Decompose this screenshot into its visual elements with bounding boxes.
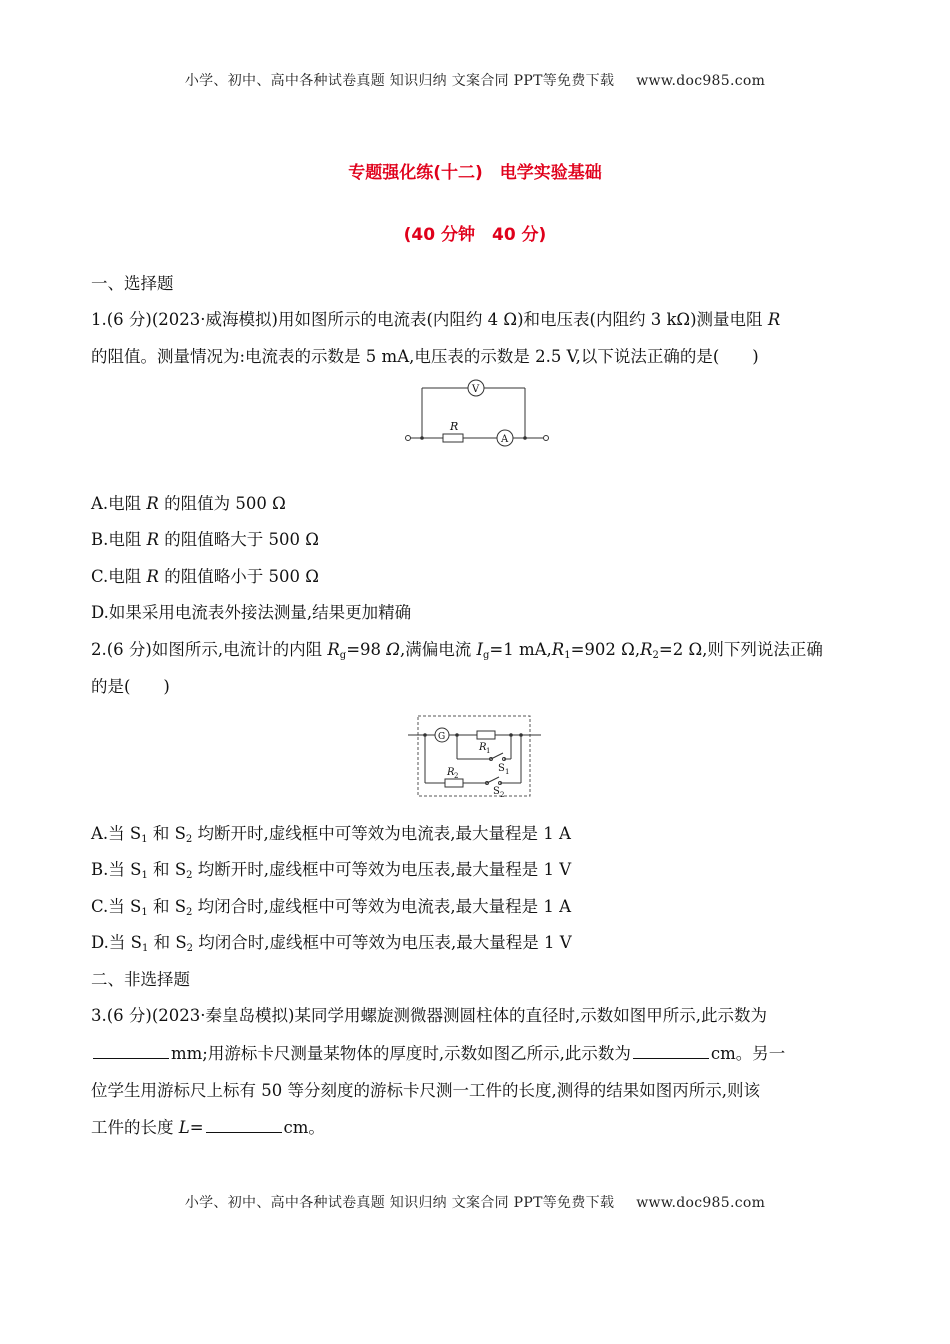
resistor-r1 [477, 731, 495, 739]
resistor-r [443, 434, 463, 442]
q2-option-c: C.当 $S_1$ 和 $S_2$ 均闭合时,虚线框中可等效为电流表,最大量程是 1 A [91, 897, 572, 918]
resistor-r2 [445, 779, 463, 787]
q1-stem-line2: 的阻值。测量情况为:电流表的示数是 5 mA,电压表的示数是 2.5 V,以下说法正确的是( ) [91, 347, 759, 366]
q1-option-a: A.电阻 R 的阻值为 500 Ω [91, 494, 286, 513]
banner-site-link[interactable]: www.doc985.com [636, 1195, 766, 1211]
q1-option-c: C.电阻 R 的阻值略小于 500 Ω [91, 567, 319, 586]
banner-text: 小学、初中、高中各种试卷真题 知识归纳 文案合同 PPT等免费下载 [184, 73, 615, 89]
q3-stem-line3: 位学生用游标尺上标有 50 等分刻度的游标卡尺测一工件的长度,测得的结果如图丙所示,则该 [91, 1081, 760, 1100]
q2-option-d: D.当 $S_1$ 和 $S_2$ 均闭合时,虚线框中可等效为电压表,最大量程是 1 V [91, 933, 572, 954]
page-subtitle: (40 分钟 40 分) [403, 225, 547, 245]
banner-site-link[interactable]: www.doc985.com [636, 73, 766, 89]
switch-s1 [491, 753, 503, 759]
section-heading-nonchoice: 二、非选择题 [91, 970, 190, 989]
svg-text:A: A [501, 434, 509, 445]
q1-circuit-diagram [400, 378, 555, 448]
q3-stem-line2: mm;用游标卡尺测量某物体的厚度时,示数如图乙所示,此示数为 cm。另一 [91, 1040, 785, 1064]
q2-option-b: B.当 $S_1$ 和 $S_2$ 均断开时,虚线框中可等效为电压表,最大量程是 1 V [91, 860, 572, 881]
svg-text:R: R [450, 420, 459, 433]
svg-text:S: S [498, 763, 505, 774]
banner-text: 小学、初中、高中各种试卷真题 知识归纳 文案合同 PPT等免费下载 [184, 1195, 615, 1211]
svg-text:G: G [438, 732, 446, 742]
svg-text:S: S [493, 786, 500, 797]
terminal-right [544, 436, 549, 441]
q1-option-d: D.如果采用电流表外接法测量,结果更加精确 [91, 603, 412, 622]
svg-text:R: R [447, 767, 455, 778]
header-banner [0, 70, 950, 90]
answer-blank-3[interactable] [206, 1118, 282, 1133]
q2-stem-line1: 2.(6 分)如图所示,电流计的内阻 $R_g=98$ Ω,满偏电流 $I_g=1$ $mA,R_1=902$ $\Omega,R_2=2$ Ω,则下列说法正确 [91, 640, 823, 661]
svg-text:2: 2 [500, 791, 505, 798]
q2-circuit-diagram [405, 713, 545, 798]
switch-s2 [487, 777, 499, 783]
q3-stem-line1: 3.(6 分)(2023·秦皇岛模拟)某同学用螺旋测微器测圆柱体的直径时,示数如图甲所示,此示数为 [91, 1006, 767, 1025]
svg-text:2: 2 [454, 772, 459, 780]
svg-text:1: 1 [486, 747, 491, 755]
terminal-left [406, 436, 411, 441]
svg-text:V: V [472, 384, 480, 395]
section-heading-choice: 一、选择题 [91, 274, 174, 293]
page-title: 专题强化练(十二) 电学实验基础 [348, 163, 602, 183]
q1-stem-line1: 1.(6 分)(2023·威海模拟)用如图所示的电流表(内阻约 4 Ω)和电压表(内阻约 3 kΩ)测量电阻 R [91, 310, 781, 329]
footer-banner [0, 1192, 950, 1212]
svg-text:R: R [479, 742, 487, 753]
answer-blank-2[interactable] [633, 1044, 709, 1059]
answer-blank-1[interactable] [93, 1044, 169, 1059]
q1-option-b: B.电阻 R 的阻值略大于 500 Ω [91, 530, 319, 549]
svg-text:1: 1 [505, 768, 510, 776]
q3-stem-line4: 工件的长度 L= cm。 [91, 1118, 325, 1137]
dashed-box [418, 716, 530, 796]
q2-stem-line2: 的是( ) [91, 677, 170, 696]
q2-option-a: A.当 $S_1$ 和 $S_2$ 均断开时,虚线框中可等效为电流表,最大量程是 1 A [91, 824, 571, 845]
